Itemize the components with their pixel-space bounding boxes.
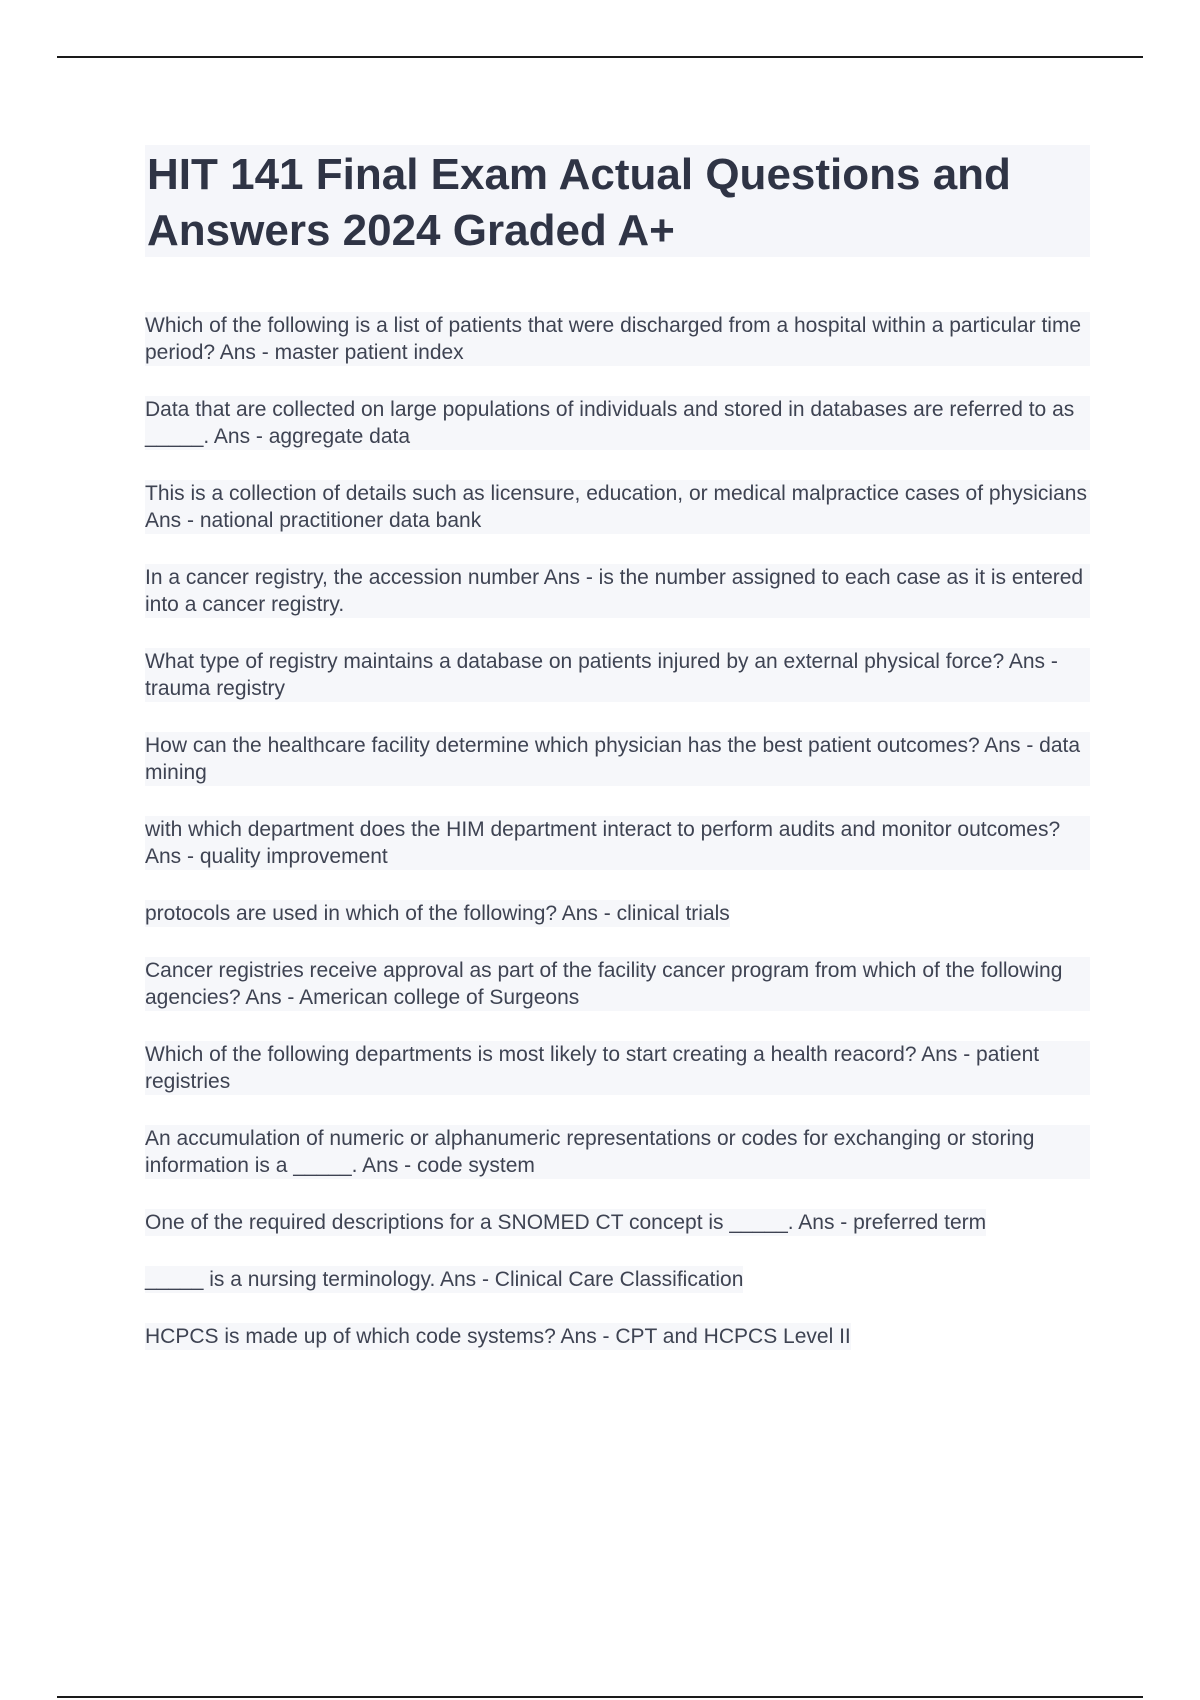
qa-item: Data that are collected on large populations of individuals and stored in databases are referred to as _____. Ans - aggregate data — [145, 396, 1090, 450]
document-body — [145, 145, 1090, 1380]
qa-item: Which of the following is a list of patients that were discharged from a hospital within a particular time period? Ans - master patient index — [145, 312, 1090, 366]
qa-item: An accumulation of numeric or alphanumeric representations or codes for exchanging or storing information is a _____. Ans - code system — [145, 1125, 1090, 1179]
qa-list — [145, 312, 1090, 1350]
qa-item: with which department does the HIM department interact to perform audits and monitor outcomes? Ans - quality improvement — [145, 816, 1090, 870]
document-title: HIT 141 Final Exam Actual Questions and Answers 2024 Graded A+ — [147, 150, 1011, 255]
qa-item: _____ is a nursing terminology. Ans - Clinical Care Classification — [145, 1268, 744, 1291]
qa-item: Cancer registries receive approval as part of the facility cancer program from which of the following agencies? Ans - American college of Surgeons — [145, 957, 1090, 1011]
qa-item: What type of registry maintains a database on patients injured by an external physical force? Ans - trauma registry — [145, 648, 1090, 702]
qa-item: How can the healthcare facility determine which physician has the best patient outcomes? Ans - data mining — [145, 732, 1090, 786]
header-rule — [57, 56, 1143, 58]
qa-item: Which of the following departments is most likely to start creating a health reacord? Ans - patient registries — [145, 1041, 1090, 1095]
qa-item: One of the required descriptions for a SNOMED CT concept is _____. Ans - preferred term — [145, 1211, 987, 1234]
qa-item: protocols are used in which of the following? Ans - clinical trials — [145, 902, 730, 925]
qa-item: In a cancer registry, the accession number Ans - is the number assigned to each case as it is entered into a cancer registry. — [145, 564, 1090, 618]
title-block — [145, 145, 1090, 257]
qa-item: This is a collection of details such as licensure, education, or medical malpractice cases of physicians Ans - national practitioner data bank — [145, 480, 1090, 534]
footer-rule — [57, 1696, 1143, 1698]
qa-item: HCPCS is made up of which code systems? Ans - CPT and HCPCS Level II — [145, 1325, 851, 1348]
